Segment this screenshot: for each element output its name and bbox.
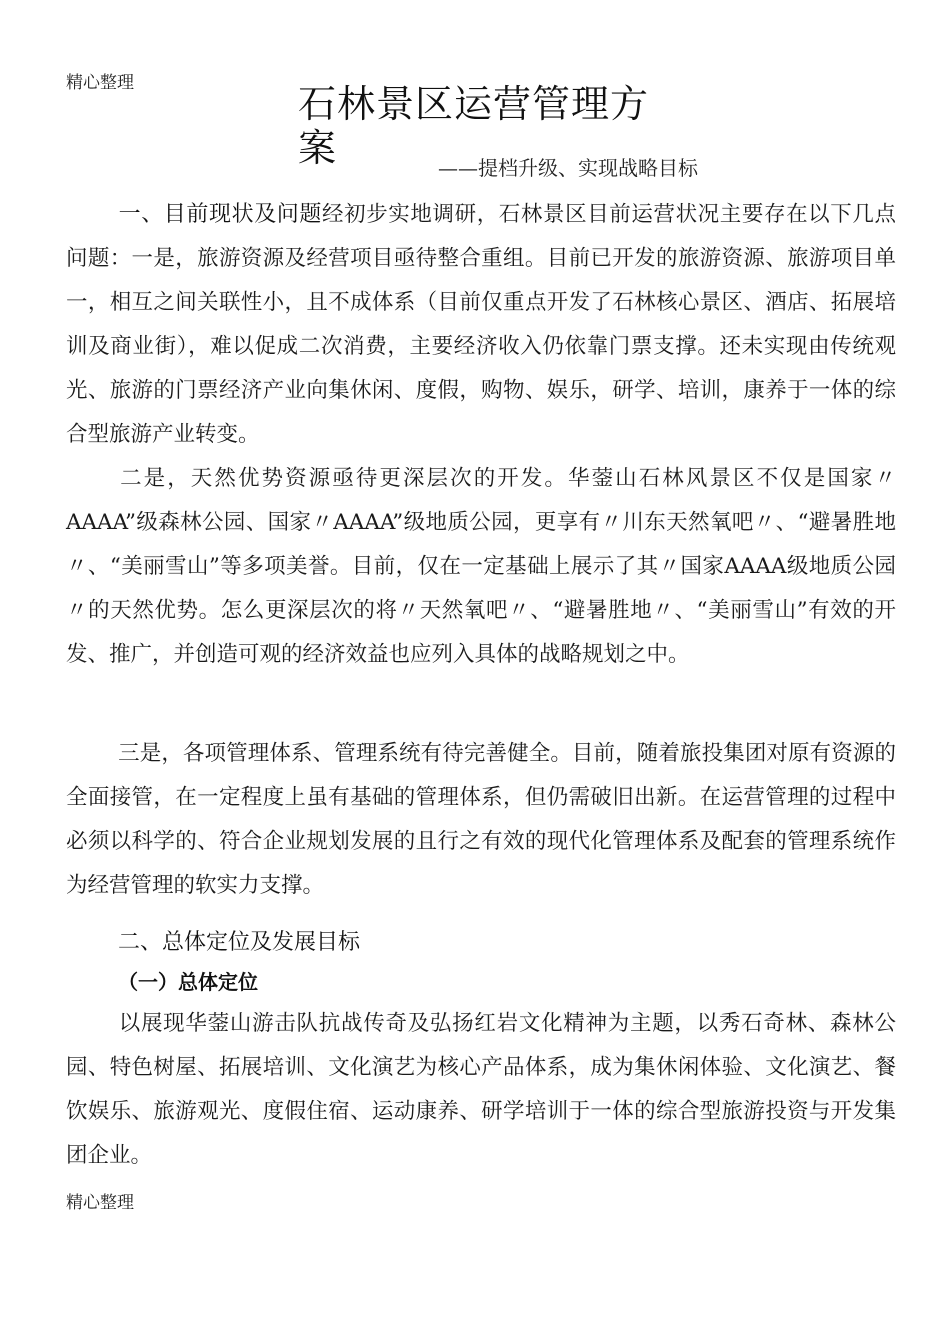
footer-note: 精心整理 bbox=[66, 1193, 134, 1213]
section1-heading: 一、目前现状及问题 bbox=[118, 202, 322, 227]
section2-paragraph1 bbox=[66, 1002, 896, 1178]
section1-p2-text: 二是，天然优势资源亟待更深层次的开发。华蓥山石林风景区不仅是国家〃AAAA”级森林公园、国家〃AAAA”级地质公园，更享有〃川东天然氧吧〃、“避暑胜地〃、“美丽雪山”等多项美誉。目前，仅在一定基础上展示了其〃国家AAAA级地质公园〃的天然优势。怎么更深层次的将〃天然氧吧〃、“避暑胜地〃、“美丽雪山”有效的开发、推广，并创造可观的经济效益也应列入具体的战略规划之中。 bbox=[66, 466, 896, 667]
header-note: 精心整理 bbox=[66, 73, 134, 93]
document-title: 石林景区运营管理方案 bbox=[298, 82, 650, 170]
section2-p1-text: 以展现华蓥山游击队抗战传奇及弘扬红岩文化精神为主题，以秀石奇林、森林公园、特色树屋、拓展培训、文化演艺为核心产品体系，成为集休闲体验、文化演艺、餐饮娱乐、旅游观光、度假住宿、运动康养、研学培训于一体的综合型旅游投资与开发集团企业。 bbox=[66, 1011, 896, 1168]
section1-p1-text: 经初步实地调研，石林景区目前运营状况主要存在以下几点问题：一是，旅游资源及经营项目亟待整合重组。目前已开发的旅游资源、旅游项目单一，相互之间关联性小，且不成体系（目前仅重点开发了石林核心景区、酒店、拓展培训及商业街），难以促成二次消费，主要经济收入仍依靠门票支撑。还未实现由传统观光、旅游的门票经济产业向集休闲、度假，购物、娱乐，研学、培训，康养于一体的综合型旅游产业转变。 bbox=[66, 202, 896, 447]
section1-p3-text: 三是，各项管理体系、管理系统有待完善健全。目前，随着旅投集团对原有资源的全面接管，在一定程度上虽有基础的管理体系，但仍需破旧出新。在运营管理的过程中必须以科学的、符合企业规划发展的且行之有效的现代化管理体系及配套的管理系统作为经营管理的软实力支撑。 bbox=[66, 741, 896, 898]
section1-paragraph1 bbox=[66, 193, 896, 457]
section1-paragraph2 bbox=[66, 457, 896, 677]
document-subtitle: ——提档升级、实现战略目标 bbox=[438, 156, 698, 180]
section1-paragraph3 bbox=[66, 732, 896, 908]
section2-sub1-heading: （一）总体定位 bbox=[118, 970, 258, 994]
section2-heading: 二、总体定位及发展目标 bbox=[118, 930, 361, 955]
